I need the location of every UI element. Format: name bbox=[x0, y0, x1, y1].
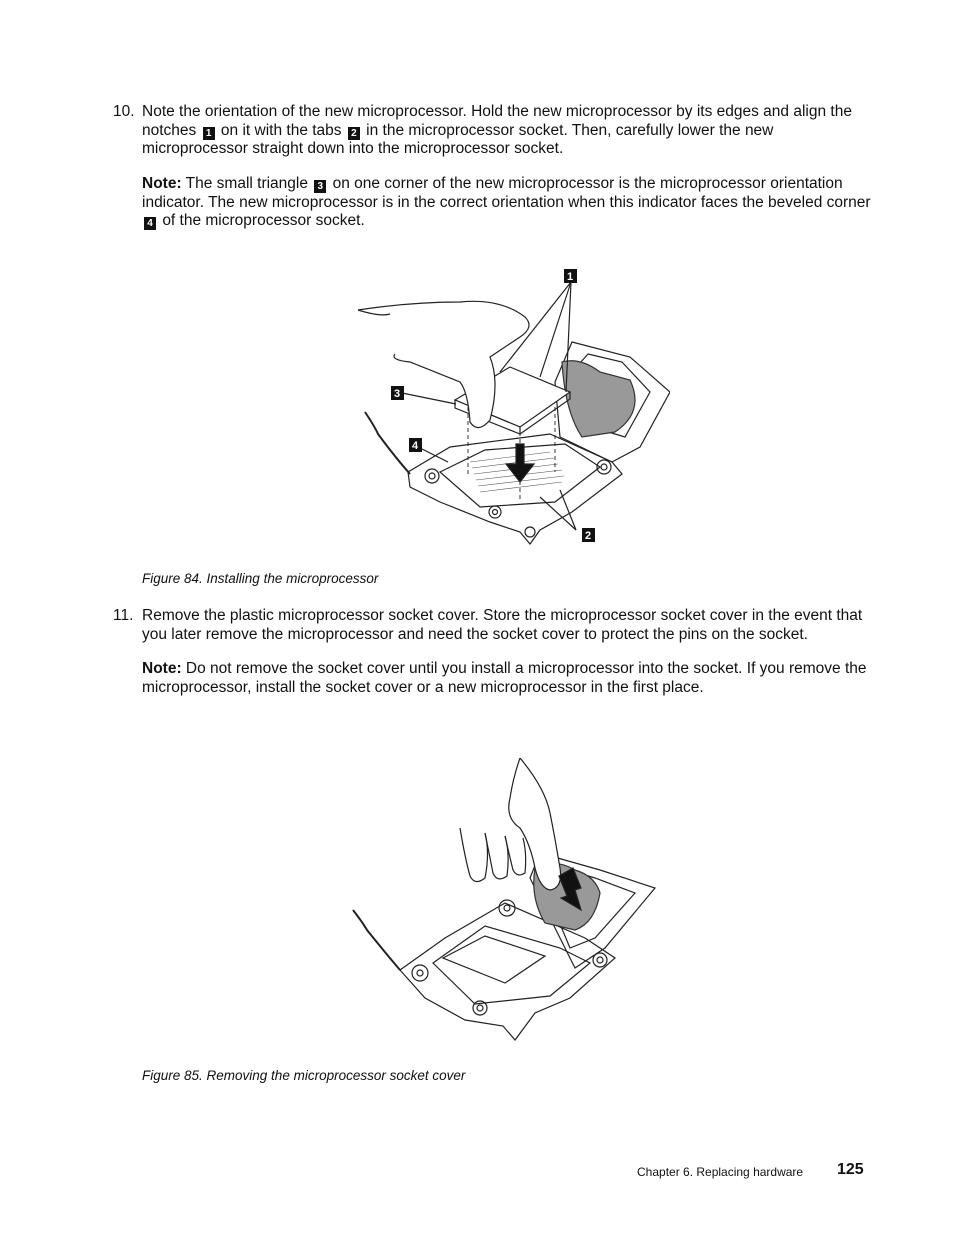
step-11 bbox=[113, 607, 873, 644]
callout-1: 1 bbox=[203, 127, 215, 140]
chapter-footer: Chapter 6. Replacing hardware bbox=[637, 1165, 804, 1179]
step-10 bbox=[113, 103, 873, 159]
note-label: Note: bbox=[142, 660, 182, 677]
figure-84-caption: Figure 84. Installing the microprocessor bbox=[142, 571, 379, 586]
svg-text:3: 3 bbox=[394, 388, 401, 400]
svg-text:1: 1 bbox=[567, 271, 574, 283]
figure-85-illustration bbox=[345, 758, 665, 1054]
step-text: Remove the plastic microprocessor socket cover. Store the microprocessor socket cover in the event that you later remove the microprocessor and need the socket cover to protect the pins on the socket. bbox=[142, 607, 863, 643]
step-text: Note the orientation of the new microprocessor. Hold the new microprocessor by its edges and align the notches 1 on it with the tabs 2 in the microprocessor socket. Then, carefully lower the new microprocessor straight down into the microprocessor socket. bbox=[142, 103, 852, 158]
step-number: 11. bbox=[113, 607, 134, 624]
note-11: Note: Do not remove the socket cover until you install a microprocessor into the socket. If you remove the microprocessor, install the socket cover or a new microprocessor in the first place. bbox=[142, 660, 867, 696]
figure-84-callout-3 bbox=[391, 386, 404, 400]
figure-84-illustration bbox=[350, 262, 670, 554]
note-label: Note: bbox=[142, 175, 182, 192]
figure-84-callout-4 bbox=[409, 438, 422, 452]
callout-4: 4 bbox=[144, 217, 156, 230]
figure-84-callout-1 bbox=[564, 269, 577, 283]
step-number: 10. bbox=[113, 103, 135, 120]
page-number: 125 bbox=[837, 1161, 864, 1178]
figure-84-callout-2 bbox=[582, 528, 595, 542]
callout-3: 3 bbox=[314, 180, 326, 193]
note-10: Note: The small triangle 3 on one corner of the new microprocessor is the microprocessor orientation indicator. The new microprocessor is in the correct orientation when this indicator faces the beveled corner 4 of the microprocessor socket. bbox=[142, 175, 871, 230]
figure-85-caption: Figure 85. Removing the microprocessor socket cover bbox=[142, 1068, 466, 1083]
svg-text:4: 4 bbox=[412, 440, 419, 452]
svg-text:2: 2 bbox=[585, 530, 592, 542]
callout-2: 2 bbox=[348, 127, 360, 140]
